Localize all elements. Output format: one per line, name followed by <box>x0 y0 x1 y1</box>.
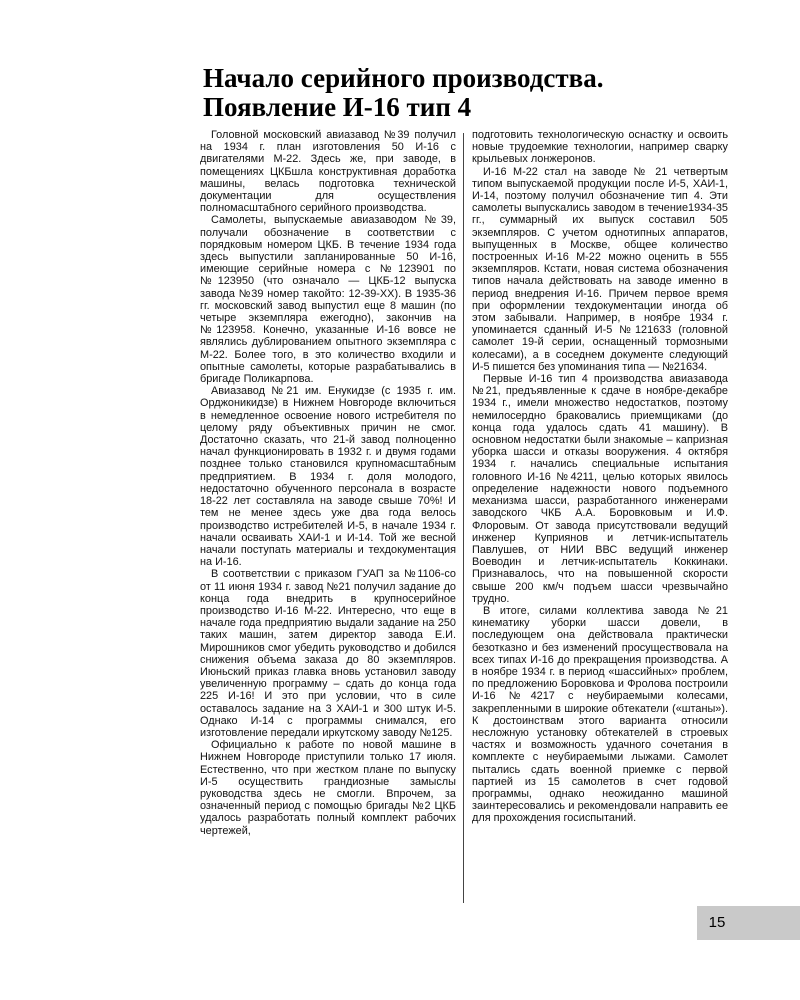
right-column <box>472 129 728 825</box>
paragraph: В соответствии с приказом ГУАП за №1106-со от 11 июня 1934 г. завод №21 получил задание до конца года внедрить в крупносерийное производство И-16 М-22. Интересно, что еще в начале года предприятию выдали задание на 250 таких машин, затем директор завода Е.И. Мирошников смог убедить руководство и добился снижения объема заказа до 80 экземпляров. Июньский приказ главка вновь установил заводу увеличенную программу – сдать до конца года 225 И-16! И это при условии, что в силе оставалось задание на 3 ХАИ-1 и 300 штук И-5. Однако И-14 с программы снимался, его изготовление передали иркутскому заводу №125. <box>200 568 456 739</box>
paragraph: подготовить технологическую оснастку и освоить новые трудоемкие технологии, например сварку крыльевых лонжеронов. <box>472 129 728 166</box>
article-title <box>203 64 763 122</box>
title-line-1: Начало серийного производства. <box>203 63 604 93</box>
page-number-tab <box>697 906 800 940</box>
paragraph: И-16 М-22 стал на заводе № 21 четвертым типом выпускаемой продукции после И-5, ХАИ-1, И-14, поэтому получил обозначение тип 4. Эти самолеты выпускались заводом в течение1934-35 гг., суммарный их выпуск составил 505 экземпляров. С учетом однотипных аппаратов, выпущенных в Москве, общее количество построенных И-16 М-22 можно оценить в 555 экземпляров. Кстати, новая система обозначения типов начала действовать на заводе именно в период внедрения И-16. Причем первое время при оформлении техдокументации иногда об этом забывали. Например, в ноябре 1934 г. упоминается сданный И-5 №121633 (головной самолет 19-й серии, оснащенный тормозными колесами), а в соседнем документе следующий И-5 пишется без упоминания типа — №21634. <box>472 165 728 373</box>
page-number: 15 <box>708 914 726 931</box>
paragraph: В итоге, силами коллектива завода №21 кинематику уборки шасси довели, в последующем она действовала практически безотказно и без изменений просуществовала на всех типах И-16 до прекращения производства. А в ноябре 1934 г. в период «шассийных» проблем, по предложению Боровкова и Фролова построили И-16 №4217 с неубираемыми колесами, закрепленными в широкие обтекатели («штаны»). К достоинствам этого варианта относили несложную установку обтекателей в строевых частях и возможность удачного сочетания в комплекте с неубираемыми лыжами. Самолет пытались сдать военной приемке с первой партией из 15 самолетов в счет годовой программы, однако неожиданно машиной заинтересовались и рекомендовали направить ее для прохождения госиспытаний. <box>472 604 728 825</box>
title-line-2: Появление И-16 тип 4 <box>203 92 472 122</box>
paragraph: Авиазавод №21 им. Енукидзе (с 1935 г. им. Орджоникидзе) в Нижнем Новгороде включиться в немедленное освоение нового истребителя по целому ряду объективных причин не смог. Достаточно сказать, что 21-й завод полноценно начал функционировать в 1932 г. и двумя годами позднее только становился крупномасштабным предприятием. В 1934 г. доля молодого, недостаточно обученного персонала в возрасте 18-22 лет составляла на заводе свыше 70%! И тем не менее здесь уже два года велось производство истребителей И-5, в начале 1934 г. начали осваивать ХАИ-1 и И-14. Той же весной начали поступать материалы и техдокументация на И-16. <box>200 385 456 569</box>
paragraph: Официально к работе по новой машине в Нижнем Новгороде приступили только 17 июля. Естественно, что при жестком плане по выпуску И-5 осуществить грандиозные замыслы руководства здесь не смогли. Впрочем, за означенный период с помощью бригады №2 ЦКБ удалось разработать полный комплект рабочих чертежей, <box>200 739 456 837</box>
paragraph: Первые И-16 тип 4 производства авиазавода №21, предъявленные к сдаче в ноябре-декабре 1934 г., имели множество недостатков, поэтому немилосердно браковались приемщиками (до конца года удалось сдать 41 машину). В основном недостатки были знакомые – капризная уборка шасси и отказы вооружения. 4 октября 1934 г. начались специальные испытания головного И-16 №4211, целью которых явилось определение надежности нового подъемного механизма шасси, разработанного инженерами заводского ЧКБ А.А. Боровковым и И.Ф. Флоровым. От завода присутствовали ведущий инженер Куприянов и летчик-испытатель Павлушев, от НИИ ВВС ведущий инженер Воеводин и летчик-испытатель Коккинаки. Признавалось, что на повышенной скорости свыше 200 км/ч подъем шасси чрезвычайно трудно. <box>472 373 728 605</box>
paragraph: Самолеты, выпускаемые авиазаводом №39, получали обозначение в соответствии с порядковым номером ЦКБ. В течение 1934 года здесь выпустили запланированные 50 И-16, имеющие серийные номера с №123901 по №123950 (что означало — ЦКБ-12 выпуска завода №39 номер такойто: 12-39-XX). В 1935-36 гг. московский завод выпустил еще 8 машин (по четыре экземпляра ежегодно), закончив на №123958. Конечно, указанные И-16 вовсе не являлись дублированием опытного экземпляра с М-22. Более того, в это количество входили и опытные самолеты, которые разрабатывались в бригаде Поликарпова. <box>200 214 456 386</box>
paragraph: Головной московский авиазавод №39 получил на 1934 г. план изготовления 50 И-16 с двигателями М-22. Здесь же, при заводе, в помещениях ЦКБшла конструктивная доработка машины, велась подготовка технической документации для осуществления полномасштабного серийного производства. <box>200 129 456 215</box>
left-column <box>200 129 456 837</box>
column-divider <box>463 133 464 903</box>
